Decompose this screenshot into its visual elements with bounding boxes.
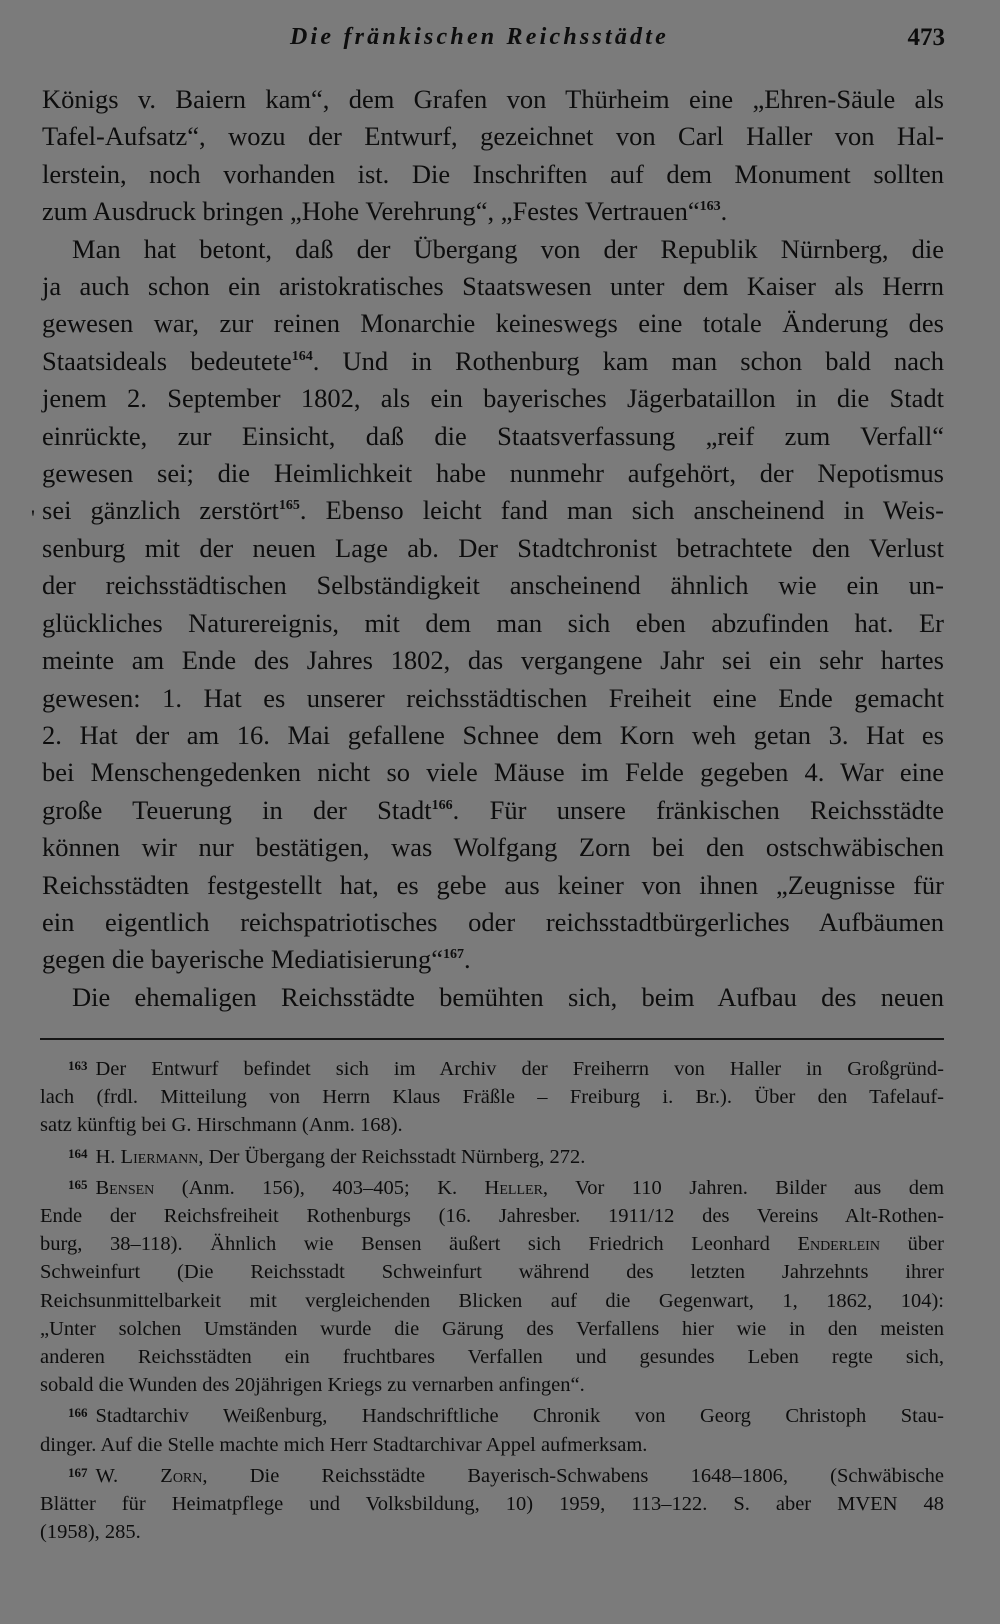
text-fragment: gegen die bayerische Mediatisierung“: [42, 944, 444, 975]
text-fragment: Die Reichsstädte Bayerisch-Schwabens 1648–1806, (Schwäbische: [249, 1464, 944, 1487]
footnote-line: lach (frdl. Mitteilung von Herrn Klaus Fräßle – Freiburg i. Br.). Über den Tafelauf-: [40, 1086, 944, 1109]
text-line: lerstein, noch vorhanden ist. Die Inschriften auf dem Monument sollten: [42, 158, 944, 189]
footnote-166: [40, 1399, 944, 1458]
footnote-167: [40, 1459, 944, 1547]
text-line: Die ehemaligen Reichsstädte bemühten sich, beim Aufbau des neuen: [72, 981, 944, 1012]
footnote-line: [40, 1052, 944, 1083]
page-number: 473: [907, 24, 945, 51]
footnote-ref: 164: [291, 348, 313, 364]
text-line: [42, 343, 944, 380]
text-fragment: . Und in Rothenburg kam man schon bald nach: [312, 345, 944, 376]
text-line: können wir nur bestätigen, was Wolfgang Zorn bei den ostschwäbischen: [42, 832, 944, 863]
footnote-164: [40, 1140, 944, 1171]
footnote-number: 163: [68, 1058, 88, 1073]
footnote-number: 164: [68, 1145, 88, 1161]
text-fragment: Staatsideals bedeutete: [42, 345, 292, 376]
text-line: [42, 792, 944, 829]
body-text: [42, 81, 944, 1016]
text-line: ein eigentlich reichspatriotisches oder reichsstadtbürgerliches Aufbäumen: [42, 906, 944, 937]
text-line: Reichsstädten festgestellt hat, es gebe aus keiner von ihnen „Zeugnisse für: [42, 869, 944, 900]
text-fragment: große Teuerung in der Stadt: [42, 794, 432, 825]
author-name: K. Heller,: [437, 1176, 549, 1199]
margin-mark: ': [31, 505, 35, 530]
text-line: der reichsstädtischen Selbständigkeit anscheinend ähnlich wie ein un-: [42, 570, 944, 601]
text-line: gegen die bayerische Mediatisierung“$^{167}$.: [42, 944, 471, 975]
footnote-line: sobald die Wunden des 20jährigen Kriegs zu vernarben anfingen“.: [40, 1374, 585, 1397]
text-line: 2. Hat der am 16. Mai gefallene Schnee dem Korn weh getan 3. Hat es: [42, 719, 944, 750]
footnote-line: Schweinfurt (Die Reichsstadt Schweinfurt während des letzten Jahrzehnts ihrer: [40, 1261, 944, 1284]
footnote-number: 167: [68, 1464, 88, 1480]
text-fragment: Der Entwurf befindet sich im Archiv der Freiherrn von Haller in Großgründ-: [95, 1058, 944, 1080]
text-line: glückliches Naturereignis, mit dem man sich eben abzufinden hat. Er: [42, 607, 944, 638]
footnote-line: [40, 1140, 944, 1171]
text-fragment: sei gänzlich zerstört: [42, 495, 279, 526]
text-line: einrückte, zur Einsicht, daß die Staatsverfassung „reif zum Verfall“: [42, 420, 944, 451]
text-line: [42, 492, 944, 529]
footnote-line: „Unter solchen Umständen wurde die Gärung des Verfallens hier wie in den meisten: [40, 1317, 944, 1340]
footnote-line: Reichsunmittelbarkeit mit vergleichenden Blicken auf die Gegenwart, 1, 1862, 104):: [40, 1289, 944, 1312]
footnote-line: [40, 1171, 944, 1202]
author-name: H. Liermann,: [95, 1145, 204, 1168]
text-line: gewesen: 1. Hat es unserer reichsstädtischen Freiheit eine Ende gemacht: [42, 682, 944, 713]
author-name: W. Zorn,: [95, 1464, 208, 1487]
footnote-line: Blätter für Heimatpflege und Volksbildung, 10) 1959, 113–122. S. aber MVEN 48: [40, 1493, 944, 1516]
text-fragment: burg, 38–118). Ähnlich wie Bensen äußert sich Friedrich Leonhard: [40, 1233, 770, 1256]
footnote-ref: 166: [431, 797, 453, 813]
text-line: ja auch schon ein aristokratisches Staatswesen unter dem Kaiser als Herrn: [42, 271, 944, 302]
footnote-number: 165: [68, 1176, 88, 1192]
author-name: Enderlein: [797, 1233, 880, 1256]
text-line: zum Ausdruck bringen „Hohe Verehrung“, „Festes Vertrauen“$^{163}$.: [42, 196, 728, 227]
text-line: gewesen sei; die Heimlichkeit habe nunmehr aufgehört, der Nepotismus: [42, 458, 944, 489]
footnote-line: (1958), 285.: [40, 1521, 141, 1544]
text-fragment: zum Ausdruck bringen „Hohe Verehrung“, „Festes Vertrauen“: [42, 196, 700, 227]
footnote-165: [40, 1171, 944, 1400]
text-fragment: Vor 110 Jahren. Bilder aus dem: [575, 1176, 945, 1199]
text-fragment: . Ebenso leicht fand man sich anscheinend in Weis-: [299, 495, 944, 526]
footnote-line: [40, 1230, 944, 1258]
text-line: Königs v. Baiern kam“, dem Grafen von Thürheim eine „Ehren-Säule als: [42, 84, 944, 114]
footnote-ref: 167: [443, 947, 465, 963]
running-header: [290, 24, 945, 64]
text-line: meinte am Ende des Jahres 1802, das vergangene Jahr sei ein sehr hartes: [42, 645, 944, 676]
running-title: Die fränkischen Reichsstädte: [290, 24, 669, 50]
footnote-line: [40, 1399, 944, 1430]
text-fragment: . Für unsere fränkischen Reichsstädte: [452, 794, 944, 825]
text-line: jenem 2. September 1802, als ein bayerisches Jägerbataillon in die Stadt: [42, 383, 944, 414]
text-line: Man hat betont, daß der Übergang von der Republik Nürnberg, die: [72, 233, 944, 264]
text-fragment: Stadtarchiv Weißenburg, Handschriftliche Chronik von Georg Christoph Stau-: [95, 1405, 944, 1428]
text-line: gewesen war, zur reinen Monarchie keineswegs eine totale Änderung des: [42, 308, 944, 339]
footnote-number: 166: [68, 1405, 88, 1421]
author-name: Bensen: [95, 1176, 155, 1199]
footnote-line: anderen Reichsstädten ein fruchtbares Verfallen und gesundes Leben regte sich,: [40, 1346, 944, 1369]
text-line: bei Menschengedenken nicht so viele Mäuse im Felde gegeben 4. War eine: [42, 757, 944, 788]
footnote-line: Ende der Reichsfreiheit Rothenburgs (16. Jahresber. 1911/12 des Vereins Alt-Rothen-: [40, 1205, 944, 1228]
footnote-163: [40, 1052, 944, 1140]
footnote-line: satz künftig bei G. Hirschmann (Anm. 168).: [40, 1114, 403, 1137]
text-fragment: über: [907, 1233, 944, 1256]
footnotes: [40, 1052, 944, 1546]
text-fragment: Der Übergang der Reichsstadt Nürnberg, 272.: [208, 1145, 586, 1168]
footnote-ref: 165: [278, 498, 300, 514]
footnote-line: dinger. Auf die Stelle machte mich Herr Stadtarchivar Appel aufmerksam.: [40, 1433, 648, 1456]
text-line: senburg mit der neuen Lage ab. Der Stadtchronist betrachtete den Verlust: [42, 532, 944, 563]
footnote-divider: [40, 1038, 944, 1040]
text-line: Tafel-Aufsatz“, wozu der Entwurf, gezeichnet von Carl Haller von Hal-: [42, 121, 944, 152]
footnote-ref: 163: [699, 199, 721, 215]
text-fragment: (Anm. 156), 403–405;: [181, 1176, 410, 1199]
footnote-line: [40, 1459, 944, 1490]
